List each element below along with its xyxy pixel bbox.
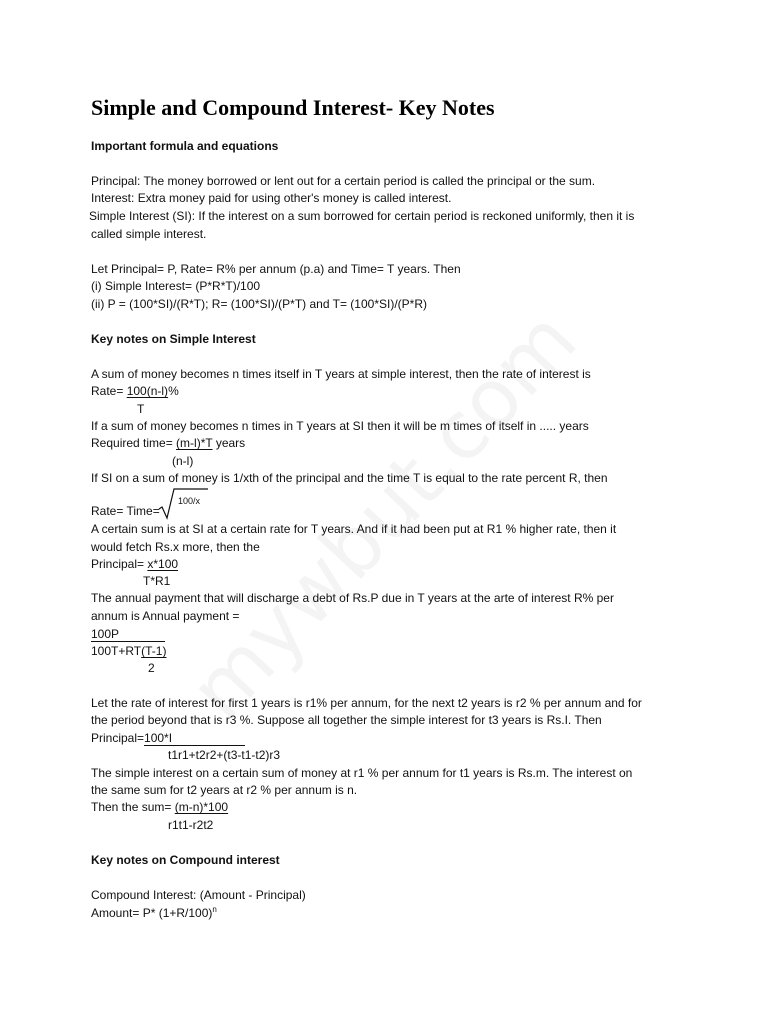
note2-denominator: (n-l) xyxy=(172,454,194,468)
note4-lhs: Principal= xyxy=(91,557,148,571)
note1-denominator: T xyxy=(137,402,145,416)
note6-text-line2: the period beyond that is r3 %. Suppose all together the simple interest for t3 years is Rs.I. Then xyxy=(91,713,602,727)
note5-denominator xyxy=(91,643,166,660)
note6-denominator: t1r1+t2r2+(t3-t1-t2)r3 xyxy=(168,748,281,762)
note5-inner-numerator: (T-1) xyxy=(141,644,167,658)
variables-line: Let Principal= P, Rate= R% per annum (p.a) and Time= T years. Then xyxy=(91,262,461,276)
note7-denominator: r1t1-r2t2 xyxy=(168,818,214,832)
note2-lhs: Required time= xyxy=(91,436,177,450)
note1-suffix: % xyxy=(168,384,179,398)
amount-formula-exponent: n xyxy=(212,905,217,914)
note4-text-line1: A certain sum is at SI at a certain rate for T years. And if it had been put at R1 % higher rate, then it xyxy=(91,522,617,536)
note6-formula xyxy=(91,730,245,747)
interest-definition: Interest: Extra money paid for using other's money is called interest. xyxy=(91,191,452,205)
amount-formula xyxy=(91,905,217,922)
note5-text-line1: The annual payment that will discharge a debt of Rs.P due in T years at the arte of interest R% per xyxy=(91,591,614,605)
section-heading-simple-interest: Key notes on Simple Interest xyxy=(91,332,256,346)
note1-lhs: Rate= xyxy=(91,384,127,398)
note6-numerator: 100*I xyxy=(144,731,245,746)
simple-interest-definition-line2: called simple interest. xyxy=(91,227,207,241)
note7-formula xyxy=(91,799,228,816)
note2-text: If a sum of money becomes n times in T years at SI then it will be m times of itself in ..... years xyxy=(91,419,589,433)
note7-numerator: (m-n)*100 xyxy=(174,800,229,814)
note7-lhs: Then the sum= xyxy=(91,800,175,814)
note2-formula xyxy=(91,435,245,452)
amount-formula-base: Amount= P* (1+R/100) xyxy=(91,906,213,920)
note5-inner-denominator: 2 xyxy=(148,661,155,675)
note5-denominator-main: 100T+RT xyxy=(91,644,142,658)
note1-numerator: 100(n-l) xyxy=(126,384,169,398)
note2-suffix: years xyxy=(212,436,246,450)
note5-numerator-line xyxy=(91,626,165,643)
formula-ii: (ii) P = (100*SI)/(R*T); R= (100*SI)/(P*T) and T= (100*SI)/(P*R) xyxy=(91,297,427,311)
page-title: Simple and Compound Interest- Key Notes xyxy=(91,95,495,120)
section-heading-formulas: Important formula and equations xyxy=(91,139,279,153)
note7-text-line2: the same sum for t2 years at r2 % per annum is n. xyxy=(91,783,358,797)
note4-numerator: x*100 xyxy=(147,557,179,571)
note3-text: If SI on a sum of money is 1/xth of the principal and the time T is equal to the rate percent R, then xyxy=(91,471,608,485)
note1-formula xyxy=(91,383,179,400)
note1-text: A sum of money becomes n times itself in T years at simple interest, then the rate of interest is xyxy=(91,367,591,381)
note4-denominator: T*R1 xyxy=(143,574,171,588)
note6-lhs: Principal= xyxy=(91,731,145,745)
watermark xyxy=(172,293,595,737)
note5-numerator: 100P xyxy=(91,627,165,642)
note3-radicand: 100/x xyxy=(178,496,201,506)
note6-text-line1: Let the rate of interest for first 1 years is r1% per annum, for the next t2 years is r2 % per annum and for xyxy=(91,696,642,710)
section-heading-compound-interest: Key notes on Compound interest xyxy=(91,853,280,867)
simple-interest-definition-line1: Simple Interest (SI): If the interest on a sum borrowed for certain period is reckoned uniformly, then it is xyxy=(89,209,635,223)
note2-numerator: (m-l)*T xyxy=(176,436,213,450)
note7-text-line1: The simple interest on a certain sum of money at r1 % per annum for t1 years is Rs.m. The interest on xyxy=(91,766,633,780)
note3-formula-lhs: Rate= Time= xyxy=(91,504,160,518)
note5-text-line2: annum is Annual payment = xyxy=(91,609,240,623)
formula-i: (i) Simple Interest= (P*R*T)/100 xyxy=(91,279,261,293)
note4-text-line2: would fetch Rs.x more, then the xyxy=(91,540,260,554)
compound-interest-definition: Compound Interest: (Amount - Principal) xyxy=(91,888,306,902)
principal-definition: Principal: The money borrowed or lent out for a certain period is called the principal or the sum. xyxy=(91,174,596,188)
note4-formula xyxy=(91,556,178,573)
